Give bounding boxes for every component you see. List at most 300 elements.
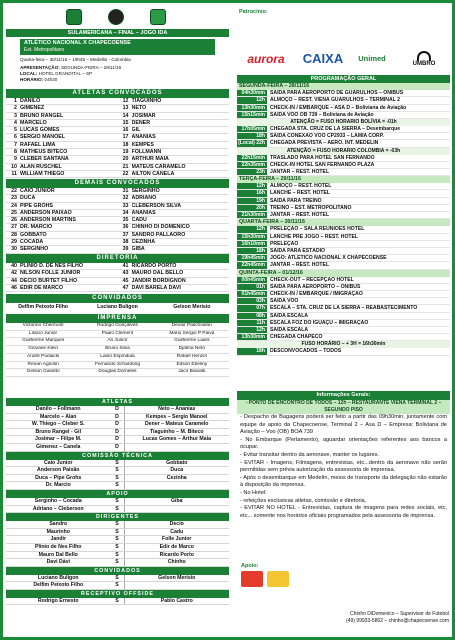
tournament-title: SULAMERICANA – FINAL – JOGO IDA (6, 29, 229, 37)
roster-number: 11 (11, 170, 17, 177)
roster-number: 28 (11, 231, 17, 238)
programacao-desc: JOGO: ATLÉTICO NACIONAL X CHAPECOENSE (270, 255, 387, 262)
match-date: Quarta-feira – 30/11/16 – 19h45 – Medellin - Colombia (20, 57, 131, 62)
programacao-desc: ALMOÇO – REST. HOTEL (270, 183, 332, 190)
roster-number: 9 (14, 156, 17, 163)
programacao-row (237, 162, 450, 169)
imprensa-name: Rodrigo Gonçalves (80, 323, 154, 331)
seat-row (6, 544, 229, 552)
demais-left (6, 188, 118, 254)
seat-right: Cezinha (166, 474, 187, 481)
roster-number: 24 (11, 202, 17, 209)
programacao-row (237, 212, 450, 219)
seat-left: Marcelo – Alan (40, 413, 77, 420)
signature (303, 611, 449, 625)
programacao-desc: SAÍDA PARA AEROPORTO DE GUARULHOS – ÔNIBUS (270, 90, 404, 97)
seat-left: Plinio de Nes Filho (35, 543, 82, 550)
seat-right: Kempes – Sergio Manoel (146, 413, 208, 420)
roster-number: 43 (122, 270, 129, 277)
seat-code: S (111, 559, 125, 566)
match-title: ATLÉTICO NACIONAL X CHAPECOENSE (24, 40, 131, 46)
programacao-time: 22h35min (237, 162, 267, 168)
demais-title: DEMAIS CONVOCADOS (6, 179, 229, 188)
programacao-day: QUINTA-FEIRA – 01/12/16 (237, 270, 450, 277)
roster-row (6, 246, 118, 253)
programacao-desc: SAÍDA VOO (270, 298, 299, 305)
imprensa-name: Gelson Galiotto (6, 369, 80, 377)
caixa-logo: CAIXA (302, 50, 344, 66)
roster-name: DR. MARCIO (20, 224, 53, 231)
roster-number: 37 (122, 231, 129, 238)
header (6, 7, 229, 88)
roster-number: 15 (122, 119, 129, 126)
del-atletas (6, 406, 229, 452)
seat-row (6, 414, 229, 422)
seat-code: S (111, 521, 125, 528)
programacao-row (237, 262, 450, 269)
roster-row (6, 105, 118, 112)
seat-right (125, 444, 230, 451)
diretoria-title: DIRETORIA (6, 254, 229, 263)
seat-right: Giba (170, 497, 183, 504)
roster-row (118, 134, 230, 141)
roster-number: 47 (122, 284, 129, 291)
programacao-desc: CHECK-IN HOTEL SAN FERNANDO PLAZA (270, 161, 375, 168)
programacao-desc: SAÍDA PARA AEROPORTO – ÔNIBUS (270, 283, 361, 290)
roster-name: CLEBER SANTANA (20, 156, 69, 163)
programacao-time: 22h15min (237, 155, 267, 161)
roster-name: GIMENEZ (20, 105, 45, 112)
programacao-desc: CHECK-IN / EMBARQUE – ASA D – Boliviana de Aviação (270, 104, 407, 111)
programacao-time: 23h (237, 169, 267, 175)
seat-row (6, 506, 229, 514)
roster-row (118, 203, 230, 210)
roster-number: 7 (14, 141, 17, 148)
programacao-desc: CHEGADA STA. CRUZ DE LA SIERRA – Desembarque (270, 125, 401, 132)
programacao-desc: LANCHE – REST. HOTEL (270, 190, 330, 197)
seat-right: Gobbato (166, 459, 188, 466)
roster-number: 5 (14, 127, 17, 134)
aurora-logo: aurora (247, 52, 285, 66)
roster-number: 1 (14, 98, 17, 104)
seat-code: S (111, 498, 125, 505)
programacao-body (237, 83, 450, 356)
seat-code: D (111, 421, 125, 428)
roster-row (118, 278, 230, 285)
imprensa-name: Mario Sergio P Paiva (155, 331, 229, 339)
programacao-row (237, 313, 450, 320)
seat-row (6, 552, 229, 560)
programacao-time: 03h (237, 298, 267, 304)
imprensa-name: Paulo Clement (80, 331, 154, 339)
imprensa-name: Guilherme Laars (155, 338, 229, 346)
roster-row (118, 210, 230, 217)
seat-code: S (111, 482, 125, 489)
roster-number: 22 (122, 170, 129, 177)
imprensa-name: Djalma Neto (155, 346, 229, 354)
info-item: - Despacho de Bagagens poderá ser feito a partir das 09h30min, juntamente com equipe de apoio da Chapecoense, Terminal 2 – Asa D – Empresa: Boliviana de Aviação – Voo (OB) BOA 739 (240, 414, 447, 436)
apoio-logos (241, 571, 341, 587)
roster-number: 36 (122, 224, 129, 231)
info-item: - refeições exclusivas atletas, comissão e diretoria, (240, 497, 367, 504)
programacao-time: 08h (237, 313, 267, 319)
informacoes-gerais (237, 391, 450, 520)
atletas-block (6, 89, 229, 178)
programacao-time: 12h (237, 183, 267, 189)
seat-code: D (111, 444, 125, 451)
atletas-left (6, 98, 118, 178)
info-item: - No Hotel: (240, 489, 267, 496)
programacao-row (237, 155, 450, 162)
roster-name: GIL (131, 127, 141, 134)
programacao-desc: ESCALA FOZ DO IGUAÇU – IMIGRAÇÃO (270, 319, 369, 326)
programacao-row (237, 90, 450, 97)
seat-right: Edir de Marco (159, 543, 194, 550)
programacao-desc: SAÍDA ESCALA (270, 312, 309, 319)
seat-left: Caio Junior (43, 459, 73, 466)
roster-row (6, 127, 118, 134)
roster-name: CHINHO DI DOMENICO (131, 224, 190, 231)
umbro-logo: UMBRO (401, 48, 447, 70)
roster-name: DANILO (20, 98, 41, 104)
seat-left: Jandir (50, 536, 67, 543)
info-title: Informações Gerais: (237, 391, 450, 400)
roster-number: 32 (122, 195, 129, 202)
programacao-desc: TREINO – EST. METROPOLITANO (270, 204, 352, 211)
convidados-block (6, 294, 229, 311)
programacao-row (237, 291, 450, 298)
seat-code: S (111, 475, 125, 482)
roster-name: COCADA (20, 239, 44, 246)
programacao-time: 18h (237, 248, 267, 254)
programacao-row (237, 105, 450, 112)
roster-number: 33 (122, 202, 129, 209)
roster-row (118, 232, 230, 239)
roster-row (118, 142, 230, 149)
del-comissao (6, 460, 229, 490)
convidados-grid (6, 303, 229, 311)
roster-number: 27 (11, 224, 17, 231)
programacao-time: 12h (237, 226, 267, 232)
roster-number: 4 (14, 119, 17, 126)
roster-row (118, 156, 230, 163)
programacao-desc: ALMOÇO – REST. VIENA GUARULHOS – TERMINAL 2 (270, 97, 400, 104)
roster-row (118, 217, 230, 224)
roster-number: 40 (11, 263, 17, 269)
programacao-desc: CHECK-IN / EMBARQUE / IMIGRAÇÃO (270, 291, 363, 298)
imprensa-name: Guilherme Marques (6, 338, 80, 346)
programacao-row (237, 277, 450, 284)
info-item: - EVITAR NO HOTEL - Entrevistas, captura de imagens para redes sociais, etc, etc... somente nos horários oficiais programados pela assessoria de imprensa. (240, 505, 447, 519)
roster-number: 30 (11, 246, 17, 253)
programacao-time: 17h05min (237, 126, 267, 132)
seat-right: Lucas Gomes – Arthur Maia (142, 436, 211, 443)
imprensa-name: Renan Agnolin (6, 362, 80, 370)
programacao-day: QUARTA-FEIRA – 30/11/16 (237, 219, 450, 226)
roster-row (6, 134, 118, 141)
roster-row (118, 224, 230, 231)
imprensa-title: IMPRENSA (6, 314, 229, 323)
seat-row (6, 444, 229, 452)
atletas-title: ATLETAS CONVOCADOS (6, 89, 229, 98)
del-apoio-title: APOIO (6, 490, 229, 498)
roster-name: ANANIAS (131, 209, 156, 216)
seat-left: Mauro Dal Bello (38, 551, 78, 558)
seat-code: S (111, 460, 125, 467)
roster-name: SERGINHO (20, 246, 49, 253)
horario-row: HORÁRIO: 04h30 (20, 77, 58, 82)
roster-name: ANDERSON PAIXÃO (20, 209, 72, 216)
roster-name: KEMPES (131, 141, 154, 148)
seat-row (6, 475, 229, 483)
seat-row (6, 498, 229, 506)
roster-row (6, 239, 118, 246)
programacao-desc: JANTAR – REST. HOTEL (270, 212, 330, 218)
roster-name: SERGIO MANOEL (20, 134, 66, 141)
programacao-row (237, 226, 450, 233)
signature-name: Chinho DiDomenico – Supervisor de Futebol (350, 611, 449, 617)
roster-number: 19 (122, 149, 129, 156)
roster-number: 3 (14, 112, 17, 119)
roster-number: 46 (11, 284, 17, 291)
programacao-row (237, 183, 450, 190)
seat-row (6, 482, 229, 490)
seat-right: Chinho (167, 559, 186, 566)
programacao-row (237, 234, 450, 241)
roster-number: 2 (14, 105, 17, 112)
roster-number: 21 (122, 163, 129, 170)
programacao-time: 01h45min (237, 291, 267, 297)
unimed-logo: Unimed (358, 53, 386, 63)
signature-contact: (49) 99933-5802 – chinho@chapecoense.com (346, 618, 449, 624)
seat-code: S (111, 575, 125, 582)
seat-left: Davi Dávi (46, 559, 70, 566)
seat-left: W. Thiego – Cleber S. (31, 421, 85, 428)
sulamericana-crest-icon (108, 9, 124, 25)
programacao (237, 75, 450, 356)
roster-number: 31 (122, 188, 129, 194)
programacao-desc: LANCHE PRÉ JOGO – REST. HOTEL (270, 233, 359, 240)
roster-number: 41 (122, 263, 129, 269)
programacao-time: 18h (237, 133, 267, 139)
roster-number: 39 (122, 246, 129, 253)
roster-row (118, 120, 230, 127)
roster-row (118, 239, 230, 246)
apoio (241, 563, 341, 587)
nacional-crest-icon (66, 9, 82, 25)
programacao-time: 18h (237, 348, 267, 354)
seat-row (6, 582, 229, 590)
seat-left: Bruno Rangel - Gil (35, 428, 82, 435)
roster-row (6, 195, 118, 202)
programacao-row (237, 284, 450, 291)
seat-code: S (111, 582, 125, 589)
seat-right: Dener – Mateus Caramelo (145, 421, 209, 428)
programacao-time: 15h15min (237, 112, 267, 118)
roster-name: CAIO JUNIOR (20, 188, 55, 194)
atletas-right (118, 98, 230, 178)
roster-row (118, 149, 230, 156)
roster-row (6, 217, 118, 224)
roster-name: CADU (131, 217, 147, 224)
apresentacao-row: APRESENTAÇÃO: SEGUNDA-FEIRA – 28/11/16 (20, 65, 122, 70)
seat-code: S (111, 536, 125, 543)
roster-name: RICARDO PORTO (131, 263, 177, 269)
imprensa-block (6, 314, 229, 377)
seat-right: Neto – Ananias (158, 406, 196, 412)
roster-number: 8 (14, 149, 17, 156)
roster-row (6, 263, 118, 270)
crests (66, 9, 166, 25)
programacao-time: 16h10min (237, 241, 267, 247)
seat-row (6, 575, 229, 583)
programacao-time: 01h (237, 284, 267, 290)
programacao-desc: SAÍDA PARA ESTÁDIO (270, 247, 325, 254)
seat-right: Pablo Castro (160, 597, 193, 604)
programacao-time: 11h (237, 320, 267, 326)
roster-name: DECIO BURTET FILHO (20, 277, 78, 284)
seat-row (6, 559, 229, 567)
sponsor-logo-icon (267, 571, 289, 587)
convidado-name: Luciano Buligon (97, 304, 138, 310)
imprensa-name: Laion Espíndula (80, 354, 154, 362)
programacao-desc: SAÍDA CONEXÃO VOO CP2933 – LAMIA CORP. (270, 133, 384, 140)
programacao-time: 13h30min (237, 105, 267, 111)
roster-row (6, 142, 118, 149)
roster-row (6, 171, 118, 178)
roster-row (6, 210, 118, 217)
programacao-time: 16h (237, 190, 267, 196)
roster-name: JANDIR BORDIGNON (131, 277, 186, 284)
del-recepcao-title: RECEPTIVO OFFSIDE (6, 590, 229, 598)
roster-name: FOLLMANN (131, 149, 162, 156)
imprensa-name: Devair Paschoalon (155, 323, 229, 331)
seat-code: D (111, 436, 125, 443)
seat-code: S (111, 529, 125, 536)
del-convidados-title: CONVIDADOS (6, 567, 229, 575)
seat-code: D (111, 414, 125, 421)
roster-row (6, 149, 118, 156)
seat-code: S (111, 467, 125, 474)
programacao-time: 12h (237, 327, 267, 333)
roster-name: RAFAEL LIMA (20, 141, 56, 148)
roster-name: MATEUS CARAMELO (131, 163, 186, 170)
programacao-desc: DESCONVOCADOS – TODOS (270, 348, 342, 355)
info-item: - EVITAR - Imagens, Filmagens, entrevistas, etc...dentro da aeronave não serão permitidas sem prévia autorização da assessoria de imprensa. (240, 459, 447, 474)
roster-row (6, 164, 118, 171)
roster-number: 35 (122, 217, 129, 224)
imprensa-name: Ari Junior (80, 338, 154, 346)
programacao-row (237, 97, 450, 104)
roster-name: NILSON FOLLE JUNIOR (20, 270, 81, 277)
roster-row (118, 188, 230, 195)
roster-name: MATHEUS BITECO (20, 149, 68, 156)
convidado-name: Delfim Peixoto Filho (18, 304, 69, 310)
programacao-row (237, 190, 450, 197)
programacao-day: SEGUNDA-FEIRA – 28/11/16 (237, 83, 450, 90)
roster-name: ARTHUR MAIA (131, 156, 169, 163)
del-comissao-title: COMISSÃO TÉCNICA (6, 452, 229, 460)
imprensa-name: Jacir Biavatti (155, 369, 229, 377)
umbro-diamond-icon (417, 51, 431, 61)
roster-name: LUCAS GOMES (20, 127, 60, 134)
roster-name: ALAN RUSCHEL (20, 163, 62, 170)
seat-left: Anderson Paixão (37, 467, 80, 474)
roster-row (6, 113, 118, 120)
programacao-time: 20h (237, 205, 267, 211)
programacao-desc: SAÍDA PARA TREINO (270, 197, 322, 204)
roster-row (118, 195, 230, 202)
imprensa-name: Douglas Dorneles (80, 369, 154, 377)
imprensa-name: André Podiacki (6, 354, 80, 362)
del-atletas-title: ATLETAS (6, 398, 229, 406)
roster-row (118, 105, 230, 112)
programacao-row (237, 327, 450, 334)
programacao-title: PROGRAMAÇÃO GERAL (237, 75, 450, 83)
programacao-row (237, 126, 450, 133)
seat-code: S (111, 506, 125, 513)
roster-name: DAVI BARELA DAVI (131, 284, 181, 291)
imprensa-grid (6, 323, 229, 377)
roster-row (6, 156, 118, 163)
roster-number: 26 (11, 217, 17, 224)
seat-left: Maurinho (46, 528, 70, 535)
roster-row (118, 270, 230, 277)
diretoria-right (118, 263, 230, 292)
imprensa-name: Edson Ebeliny (155, 362, 229, 370)
info-item: - Evitar transitar dentro da aeronave, manter os lugares. (240, 451, 379, 458)
programacao-row (237, 305, 450, 312)
roster-row (6, 270, 118, 277)
programacao-row (237, 205, 450, 212)
seat-code: D (111, 429, 125, 436)
seat-row (6, 436, 229, 444)
roster-name: ADRIANO (131, 195, 157, 202)
programacao-note: FUSO HORÁRIO – + 3H = 16h30min (237, 341, 450, 348)
roster-row (118, 113, 230, 120)
imprensa-name: Bruno Silva (80, 346, 154, 354)
roster-row (118, 164, 230, 171)
seat-code: S (111, 598, 125, 605)
programacao-row (237, 169, 450, 176)
seat-right: Tiaguinho – M. Biteco (149, 428, 204, 435)
patrocinio-label: Patrocínio: (239, 9, 268, 15)
roster-name: EDIR DE MARCO (20, 284, 63, 291)
programacao-time: (Local) 22h (238, 140, 265, 147)
programacao-time: 15h30min (237, 234, 267, 240)
programacao-note: ATENÇÃO = FUSO HORARIO COLOMBIA = -03h (237, 148, 450, 155)
seat-row (6, 521, 229, 529)
seat-right: Folle Junior (162, 536, 192, 543)
info-item: - No Embarque (Pertamento), aguardar orientações referentes aos bancos a ocupar. (240, 436, 447, 451)
seat-right (125, 506, 230, 513)
roster-number: 45 (122, 277, 129, 284)
match-box (20, 39, 215, 55)
imprensa-name: Fernando Schardong (80, 362, 154, 370)
imprensa-name: Victorino Chermont (6, 323, 80, 331)
programacao-row (237, 112, 450, 119)
seat-left: Duca – Pipe Grohs (35, 474, 82, 481)
programacao-desc: PRELEÇÃO (270, 240, 299, 247)
seat-right: Decio (169, 521, 184, 528)
convidados-title: CONVIDADOS (6, 294, 229, 303)
roster-row (6, 224, 118, 231)
programacao-desc: CHEGADA CHAPECÓ (270, 334, 323, 341)
seat-code: S (111, 552, 125, 559)
programacao-row (237, 241, 450, 248)
roster-row (6, 285, 118, 292)
info-highlight: - PONTO DE ENCONTRO DE TODOS – 12h – RESTAURANTE VIENA TERMINAL 2 – SEGUNDO PISO (237, 400, 450, 414)
